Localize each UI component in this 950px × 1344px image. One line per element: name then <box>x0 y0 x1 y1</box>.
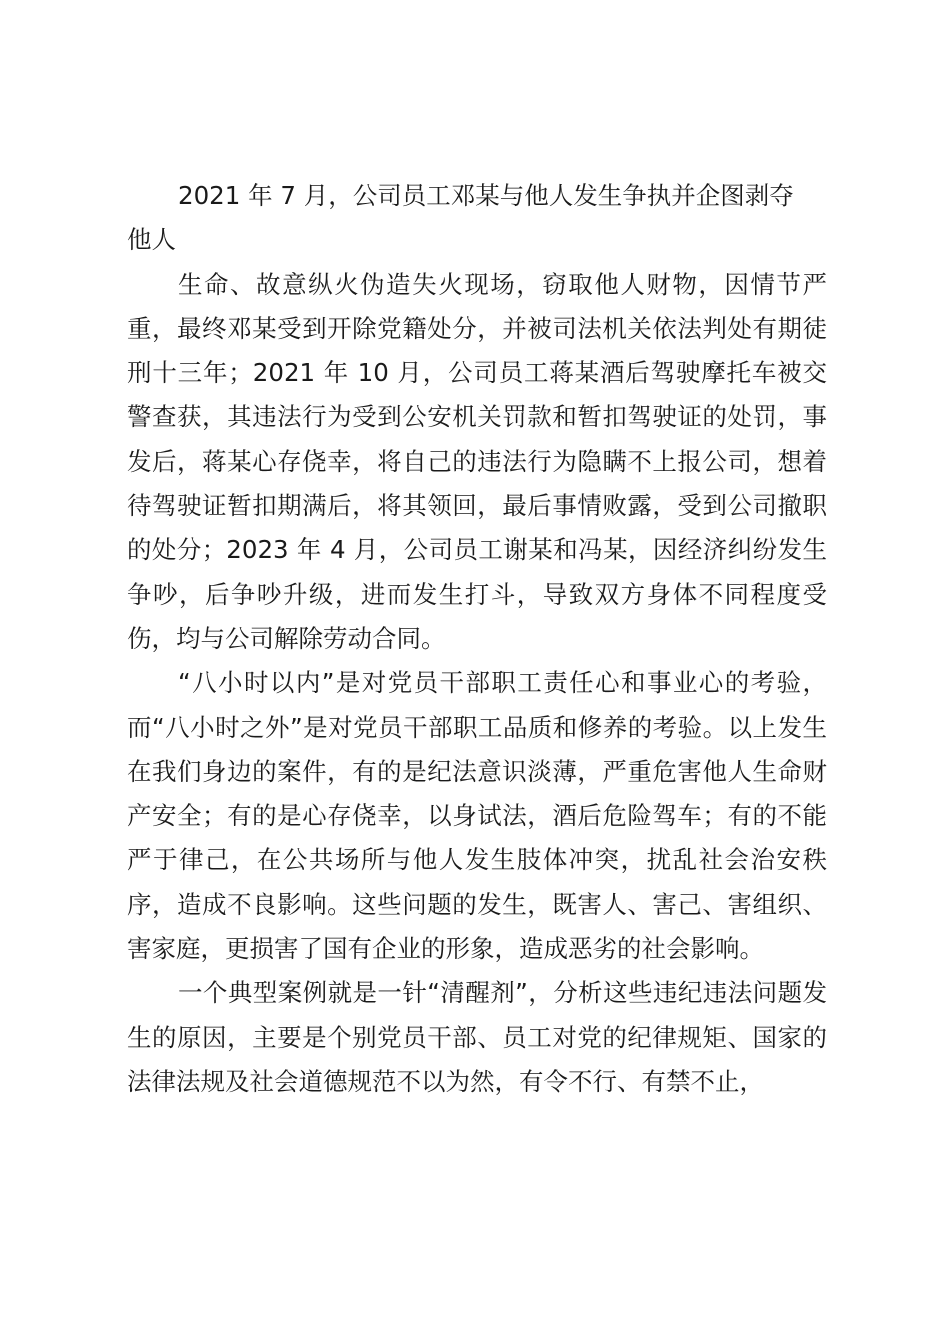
paragraph-case-intro: 2021 年 7 月，公司员工邓某与他人发生争执并企图剥夺 <box>178 181 794 210</box>
document-body <box>127 174 827 1104</box>
paragraph-causes: 一个典型案例就是一针“清醒剂”，分析这些违纪违法问题发生的原因，主要是个别党员干部、员工对党的纪律规矩、国家的法律法规及社会道德规范不以为然，有令不行、有禁不止， <box>127 978 827 1096</box>
paragraph-analysis: “八小时以内”是对党员干部职工责任心和事业心的考验，而“八小时之外”是对党员干部职工品质和修养的考验。以上发生在我们身边的案件，有的是纪法意识淡薄，严重危害他人生命财产安全；有的是心存侥幸，以身试法，酒后危险驾车；有的不能严于律己，在公共场所与他人发生肢体冲突，扰乱社会治安秩序，造成不良影响。这些问题的发生，既害人、害己、害组织、害家庭，更损害了国有企业的形象，造成恶劣的社会影响。 <box>127 668 827 964</box>
paragraph-cases: 生命、故意纵火伪造失火现场，窃取他人财物，因情节严重，最终邓某受到开除党籍处分，并被司法机关依法判处有期徒刑十三年；2021 年 10 月，公司员工蒋某酒后驾驶摩托车被交警查获，其违法行为受到公安机关罚款和暂扣驾驶证的处罚，事发后，蒋某心存侥幸，将自己的违法行为隐瞒不上报公司，想着待驾驶证暂扣期满后，将其领回，最后事情败露，受到公司撤职的处分；2023 年 4 月，公司员工谢某和冯某，因经济纠纷发生争吵，后争吵升级，进而发生打斗，导致双方身体不同程度受伤，均与公司解除劳动合同。 <box>127 269 827 653</box>
paragraph-case-intro-continued: 他人 <box>127 225 176 255</box>
